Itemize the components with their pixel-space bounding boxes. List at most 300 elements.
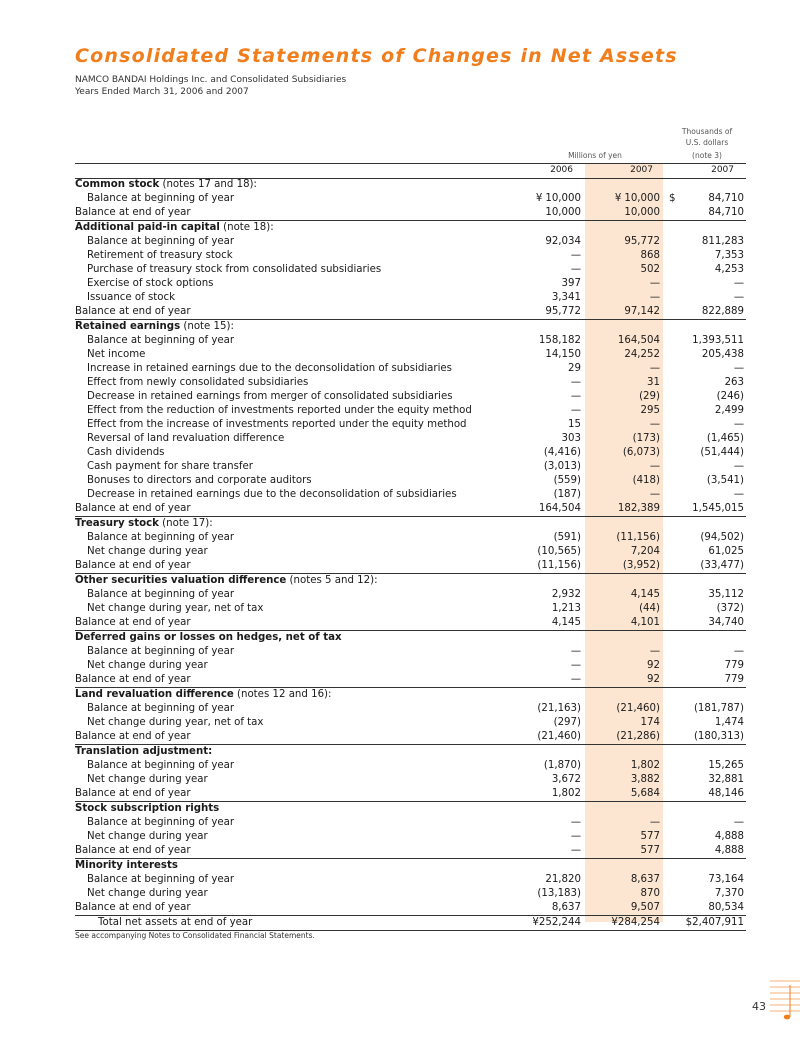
closing-balance-row xyxy=(75,787,746,802)
row-label: Balance at beginning of year xyxy=(87,236,235,247)
value-text: 35,112 xyxy=(708,589,745,600)
row-label: Effect from the increase of investments reported under the equity method xyxy=(87,419,467,430)
value-cell xyxy=(665,531,746,545)
section-heading-note: (notes 12 and 16): xyxy=(233,689,332,700)
value-cell xyxy=(665,305,746,320)
row-label: Balance at beginning of year xyxy=(87,817,235,828)
value-cell xyxy=(507,844,586,859)
page-title: Consolidated Statements of Changes in Net Assets xyxy=(75,45,678,67)
value-cell xyxy=(507,432,586,446)
closing-balance-row xyxy=(75,673,746,688)
value-text: 21,820 xyxy=(545,874,581,885)
value-cell xyxy=(586,730,665,745)
value-text: — xyxy=(570,377,581,388)
company-name: NAMCO BANDAI Holdings Inc. and Consolidated Subsidiaries xyxy=(75,75,347,85)
value-text: 1,393,511 xyxy=(692,335,745,346)
value-text: (21,163) xyxy=(537,703,581,714)
value-text: 14,150 xyxy=(545,349,581,360)
value-cell xyxy=(586,702,665,716)
closing-balance-row xyxy=(75,901,746,916)
row-label: Bonuses to directors and corporate auditors xyxy=(87,475,312,486)
usd-header-line1: Thousands of xyxy=(681,127,733,136)
closing-balance-row xyxy=(75,206,746,221)
row-label: Balance at end of year xyxy=(75,305,507,320)
value-text: 4,145 xyxy=(551,617,581,628)
section-heading-row xyxy=(75,859,746,874)
table-row xyxy=(75,531,746,545)
value-cell xyxy=(665,235,746,249)
value-text: (1,465) xyxy=(706,433,745,444)
value-text: 1,802 xyxy=(551,788,581,799)
value-cell xyxy=(586,235,665,249)
value-text: ¥284,254 xyxy=(611,917,660,928)
section-heading-bold: Other securities valuation difference xyxy=(75,575,287,586)
value-cell xyxy=(665,830,746,844)
value-text: — xyxy=(649,278,660,289)
value-text: — xyxy=(733,646,745,657)
value-cell xyxy=(507,474,586,488)
value-cell xyxy=(665,873,746,887)
section-heading-bold: Common stock xyxy=(75,179,160,190)
value-text: (44) xyxy=(639,603,660,614)
value-text: 92 xyxy=(647,674,660,685)
value-cell xyxy=(586,404,665,418)
closing-balance-row xyxy=(75,559,746,574)
value-cell xyxy=(586,206,665,221)
value-cell xyxy=(665,432,746,446)
value-cell xyxy=(665,616,746,631)
value-cell xyxy=(665,716,746,730)
value-text: — xyxy=(570,405,581,416)
value-text: (246) xyxy=(716,391,745,402)
value-text: 4,101 xyxy=(630,617,660,628)
value-text: (21,460) xyxy=(537,731,581,742)
year-2007-usd: 2007 xyxy=(711,165,734,175)
section-heading-row xyxy=(75,574,746,589)
section-heading-note: (note 15): xyxy=(180,321,234,332)
value-text: — xyxy=(733,363,745,374)
section-heading-bold: Retained earnings xyxy=(75,321,181,332)
value-text: 164,504 xyxy=(617,335,660,346)
table-row xyxy=(75,249,746,263)
value-text: (180,313) xyxy=(693,731,745,742)
value-text: 4,888 xyxy=(714,845,745,856)
page-number: 43 xyxy=(752,1000,766,1013)
value-text: 34,740 xyxy=(708,617,745,628)
table-row xyxy=(75,702,746,716)
value-text: 2,499 xyxy=(714,405,745,416)
value-cell xyxy=(507,362,586,376)
value-cell xyxy=(507,249,586,263)
value-text: 1,474 xyxy=(714,717,745,728)
value-cell xyxy=(586,249,665,263)
value-text: 31 xyxy=(647,377,660,388)
value-text: 4,253 xyxy=(714,264,745,275)
row-label: Cash payment for share transfer xyxy=(87,461,253,472)
value-text: 97,142 xyxy=(624,306,660,317)
table-row xyxy=(75,376,746,390)
value-cell xyxy=(507,673,586,688)
value-text: 502 xyxy=(640,264,660,275)
value-text: 29 xyxy=(568,363,581,374)
row-label: Effect from the reduction of investments reported under the equity method xyxy=(87,405,472,416)
value-text: 779 xyxy=(724,674,745,685)
section-heading-note: (note 17): xyxy=(158,518,213,529)
value-cell xyxy=(665,418,746,432)
table-row xyxy=(75,716,746,730)
section-heading xyxy=(75,178,746,192)
value-text: ¥252,244 xyxy=(532,917,581,928)
value-cell xyxy=(665,702,746,716)
value-text: 80,534 xyxy=(708,902,745,913)
value-text: 822,889 xyxy=(701,306,745,317)
value-text: (418) xyxy=(632,475,660,486)
row-label: Net change during year, net of tax xyxy=(87,603,264,614)
usd-header-line2: U.S. dollars xyxy=(685,138,729,147)
value-cell xyxy=(507,645,586,659)
value-text: (3,952) xyxy=(622,560,660,571)
value-cell xyxy=(586,305,665,320)
value-text: 8,637 xyxy=(630,874,660,885)
value-cell xyxy=(665,559,746,574)
value-cell xyxy=(586,418,665,432)
row-label: Purchase of treasury stock from consolidated subsidiaries xyxy=(87,264,382,275)
value-cell xyxy=(507,659,586,673)
value-text: 811,283 xyxy=(701,236,745,247)
value-text: — xyxy=(649,363,660,374)
table-row xyxy=(75,488,746,502)
value-cell xyxy=(586,759,665,773)
value-text: (33,477) xyxy=(700,560,745,571)
value-cell xyxy=(586,830,665,844)
table-row xyxy=(75,645,746,659)
row-label: Decrease in retained earnings due to the deconsolidation of subsidiaries xyxy=(87,489,457,500)
row-label: Net change during year xyxy=(87,888,208,899)
section-heading xyxy=(75,631,746,646)
value-cell xyxy=(665,376,746,390)
row-label: Balance at end of year xyxy=(75,730,507,745)
value-cell xyxy=(507,887,586,901)
value-text: 2,932 xyxy=(551,589,581,600)
value-cell xyxy=(665,446,746,460)
table-row xyxy=(75,816,746,830)
section-heading-row xyxy=(75,802,746,817)
value-cell xyxy=(507,730,586,745)
row-label: Issuance of stock xyxy=(87,292,175,303)
value-cell xyxy=(665,730,746,745)
value-cell xyxy=(586,446,665,460)
value-text: 32,881 xyxy=(708,774,745,785)
value-cell xyxy=(586,376,665,390)
value-text: (1,870) xyxy=(543,760,581,771)
value-text: — xyxy=(733,278,745,289)
section-heading-row xyxy=(75,221,746,236)
section-heading-bold: Land revaluation difference xyxy=(75,689,234,700)
value-cell xyxy=(665,844,746,859)
section-heading xyxy=(75,320,746,335)
value-cell xyxy=(586,673,665,688)
value-cell xyxy=(586,348,665,362)
row-label: Balance at beginning of year xyxy=(87,335,235,346)
value-text: 9,507 xyxy=(630,902,660,913)
section-heading xyxy=(75,802,746,817)
value-cell xyxy=(586,901,665,916)
value-cell xyxy=(507,334,586,348)
row-label: Net change during year xyxy=(87,774,208,785)
value-cell xyxy=(586,773,665,787)
value-cell xyxy=(665,192,746,206)
total-row xyxy=(75,916,746,931)
value-text: (11,156) xyxy=(616,532,660,543)
value-cell xyxy=(665,901,746,916)
value-cell xyxy=(665,334,746,348)
value-text: 182,389 xyxy=(617,503,660,514)
closing-balance-row xyxy=(75,502,746,517)
value-cell xyxy=(507,488,586,502)
table-row xyxy=(75,390,746,404)
table-row xyxy=(75,602,746,616)
value-text: 84,710 xyxy=(708,207,745,218)
value-text: 577 xyxy=(640,831,660,842)
value-cell xyxy=(665,887,746,901)
row-label: Balance at beginning of year xyxy=(87,874,235,885)
year-header-row xyxy=(0,163,800,177)
table-row xyxy=(75,277,746,291)
value-cell xyxy=(586,362,665,376)
value-cell xyxy=(507,830,586,844)
value-text: 10,000 xyxy=(545,207,581,218)
value-text: 3,672 xyxy=(551,774,581,785)
value-cell xyxy=(586,816,665,830)
row-label: Effect from newly consolidated subsidiaries xyxy=(87,377,309,388)
value-text: 48,146 xyxy=(708,788,745,799)
closing-balance-row xyxy=(75,616,746,631)
row-label: Cash dividends xyxy=(87,447,165,458)
value-text: 779 xyxy=(724,660,745,671)
section-heading-row xyxy=(75,178,746,192)
table-row xyxy=(75,235,746,249)
row-label: Balance at end of year xyxy=(75,559,507,574)
value-cell xyxy=(665,588,746,602)
table-row xyxy=(75,830,746,844)
value-cell xyxy=(665,404,746,418)
value-text: — xyxy=(733,489,745,500)
table-row xyxy=(75,418,746,432)
value-text: — xyxy=(570,250,581,261)
value-text: (3,013) xyxy=(543,461,581,472)
value-cell xyxy=(507,418,586,432)
value-cell xyxy=(665,759,746,773)
value-cell xyxy=(507,192,586,206)
value-cell xyxy=(586,659,665,673)
table-row xyxy=(75,446,746,460)
yen-header: Millions of yen xyxy=(568,151,622,160)
value-text: 164,504 xyxy=(538,503,581,514)
value-text: 92,034 xyxy=(545,236,581,247)
value-cell xyxy=(586,474,665,488)
section-heading xyxy=(75,221,746,236)
value-cell xyxy=(507,291,586,305)
table-row xyxy=(75,432,746,446)
value-cell xyxy=(507,446,586,460)
value-text: 4,145 xyxy=(630,589,660,600)
value-text: (21,460) xyxy=(616,703,660,714)
value-text: — xyxy=(733,817,745,828)
value-cell xyxy=(507,816,586,830)
row-label: Balance at beginning of year xyxy=(87,703,235,714)
value-cell xyxy=(586,844,665,859)
section-heading xyxy=(75,688,746,703)
section-heading-row xyxy=(75,631,746,646)
value-cell xyxy=(586,502,665,517)
value-text: (51,444) xyxy=(700,447,745,458)
row-label: Retirement of treasury stock xyxy=(87,250,233,261)
value-text: 15,265 xyxy=(708,760,745,771)
value-cell xyxy=(586,873,665,887)
value-text: 8,637 xyxy=(551,902,581,913)
value-text: (3,541) xyxy=(706,475,745,486)
row-label: Balance at beginning of year xyxy=(87,193,235,204)
row-label: Net change during year, net of tax xyxy=(87,717,264,728)
value-cell xyxy=(507,502,586,517)
value-cell xyxy=(665,502,746,517)
value-text: 61,025 xyxy=(708,546,745,557)
value-text: 95,772 xyxy=(545,306,581,317)
value-cell xyxy=(507,787,586,802)
value-text: — xyxy=(570,391,581,402)
value-text: (6,073) xyxy=(622,447,660,458)
value-text: 205,438 xyxy=(701,349,745,360)
value-cell xyxy=(586,192,665,206)
value-text: — xyxy=(570,831,581,842)
section-heading-note: (notes 17 and 18): xyxy=(159,179,257,190)
currency-symbol: ¥ xyxy=(614,193,622,204)
value-cell xyxy=(507,531,586,545)
value-cell xyxy=(586,277,665,291)
value-text: (173) xyxy=(632,433,660,444)
table-row xyxy=(75,659,746,673)
row-label: Decrease in retained earnings from merger of consolidated subsidiaries xyxy=(87,391,453,402)
row-label: Net change during year xyxy=(87,660,208,671)
value-text: — xyxy=(733,419,745,430)
table-row xyxy=(75,474,746,488)
value-cell xyxy=(586,602,665,616)
value-cell xyxy=(665,916,746,931)
value-text: (10,565) xyxy=(537,546,581,557)
table-row xyxy=(75,759,746,773)
value-cell xyxy=(586,559,665,574)
closing-balance-row xyxy=(75,730,746,745)
row-label: Balance at end of year xyxy=(75,787,507,802)
section-heading-bold: Treasury stock xyxy=(75,518,159,529)
value-text: (29) xyxy=(639,391,660,402)
section-heading-row xyxy=(75,320,746,335)
value-text: — xyxy=(570,845,581,856)
value-cell xyxy=(586,488,665,502)
footnote: See accompanying Notes to Consolidated Financial Statements. xyxy=(75,931,315,940)
year-2006: 2006 xyxy=(550,165,573,175)
value-cell xyxy=(507,602,586,616)
value-cell xyxy=(665,773,746,787)
value-cell xyxy=(507,206,586,221)
section-heading xyxy=(75,517,746,532)
value-cell xyxy=(586,916,665,931)
value-text: 295 xyxy=(640,405,660,416)
value-cell xyxy=(586,460,665,474)
table-row xyxy=(75,404,746,418)
value-text: 5,684 xyxy=(630,788,660,799)
section-heading xyxy=(75,574,746,589)
value-cell xyxy=(507,759,586,773)
value-text: 303 xyxy=(561,433,581,444)
value-text: 1,213 xyxy=(551,603,581,614)
value-text: — xyxy=(570,264,581,275)
table-row xyxy=(75,545,746,559)
value-cell xyxy=(665,545,746,559)
value-text: (187) xyxy=(553,489,581,500)
value-text: 7,353 xyxy=(714,250,745,261)
table-row xyxy=(75,588,746,602)
table-row xyxy=(75,773,746,787)
value-cell xyxy=(665,488,746,502)
value-cell xyxy=(665,249,746,263)
usd-header-note: (note 3) xyxy=(692,151,722,160)
section-heading-note: (notes 5 and 12): xyxy=(286,575,378,586)
section-heading xyxy=(75,859,746,874)
section-heading-bold: Stock subscription rights xyxy=(75,803,220,814)
value-text: 7,370 xyxy=(714,888,745,899)
value-text: 24,252 xyxy=(624,349,660,360)
value-cell xyxy=(665,277,746,291)
table-row xyxy=(75,291,746,305)
value-cell xyxy=(665,787,746,802)
table-row xyxy=(75,334,746,348)
value-cell xyxy=(507,277,586,291)
row-label: Balance at end of year xyxy=(75,901,507,916)
value-text: — xyxy=(649,489,660,500)
row-label: Balance at end of year xyxy=(75,673,507,688)
value-text: (591) xyxy=(553,532,581,543)
value-cell xyxy=(507,873,586,887)
value-text: — xyxy=(649,646,660,657)
section-heading-row xyxy=(75,517,746,532)
value-text: (297) xyxy=(553,717,581,728)
usd-header xyxy=(666,126,748,148)
value-text: 1,545,015 xyxy=(692,503,745,514)
value-cell xyxy=(507,616,586,631)
value-cell xyxy=(507,348,586,362)
row-label: Increase in retained earnings due to the deconsolidation of subsidiaries xyxy=(87,363,452,374)
table-row xyxy=(75,887,746,901)
value-cell xyxy=(665,460,746,474)
section-heading-bold: Translation adjustment: xyxy=(75,746,213,757)
table-row xyxy=(75,348,746,362)
value-cell xyxy=(665,816,746,830)
value-text: — xyxy=(649,817,660,828)
value-cell xyxy=(665,474,746,488)
value-text: 84,710 xyxy=(708,193,745,204)
value-text: 92 xyxy=(647,660,660,671)
value-text: (559) xyxy=(553,475,581,486)
table-row xyxy=(75,460,746,474)
row-label: Net change during year xyxy=(87,831,208,842)
value-text: 868 xyxy=(640,250,660,261)
row-label: Balance at end of year xyxy=(75,616,507,631)
value-cell xyxy=(586,545,665,559)
value-text: 10,000 xyxy=(545,193,581,204)
row-label: Net change during year xyxy=(87,546,208,557)
value-cell xyxy=(507,263,586,277)
